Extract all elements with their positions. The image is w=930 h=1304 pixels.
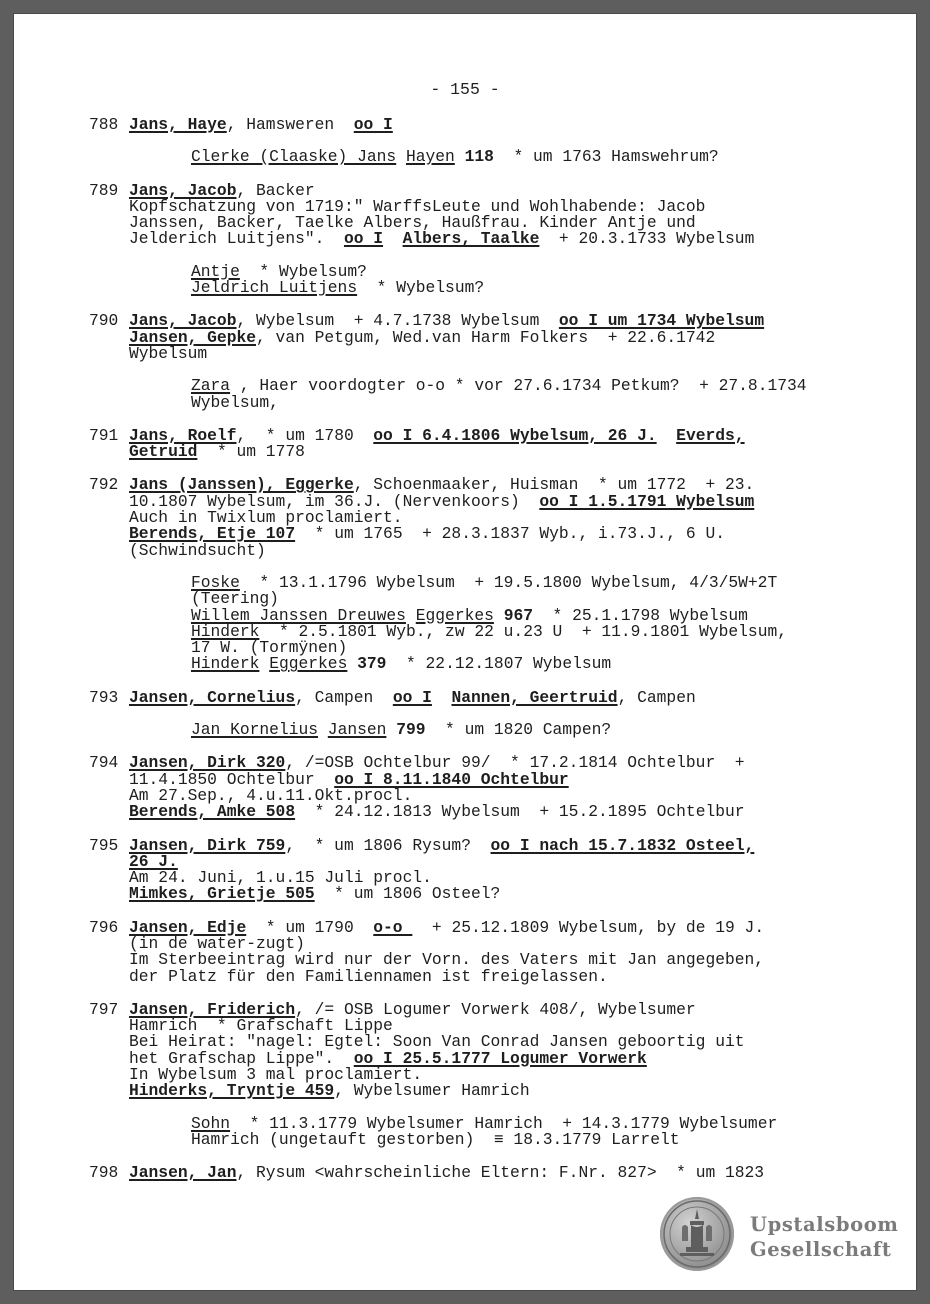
- text-line: [191, 392, 869, 412]
- text-line: [129, 1165, 869, 1181]
- text-segment: 10.1807 Wybelsum, im 36.J. (Nervenkoors): [129, 491, 540, 511]
- children-list: [191, 1113, 869, 1149]
- entry-number: 790: [89, 311, 119, 331]
- text-segment: Janssen, Backer, Taelke Albers, Haußfrau. Kinder Antje und: [129, 213, 696, 233]
- child-name: Jansen: [327, 720, 387, 740]
- child-name: Willem Janssen Dreuwes: [191, 605, 406, 625]
- person-name: Jansen, Dirk 759: [129, 835, 286, 855]
- text-line: [191, 149, 869, 165]
- person-name: Jansen, Gepke: [129, 327, 257, 347]
- text-segment: [396, 147, 406, 166]
- page-number: - 155 -: [430, 80, 500, 99]
- text-segment: * Wybelsum?: [357, 278, 485, 298]
- person-name: oo I 1.5.1791 Wybelsum: [539, 491, 755, 511]
- person-name: Mimkes, Grietje 505: [129, 884, 315, 904]
- entry-body: [129, 180, 869, 298]
- person-name: Hinderks, Tryntje 459: [129, 1081, 335, 1101]
- entry-body: [129, 999, 869, 1149]
- text-segment: (Schwindsucht): [129, 540, 266, 560]
- child-name: Hinderk: [191, 621, 260, 641]
- children-list: [191, 149, 869, 165]
- text-line: [129, 966, 869, 986]
- text-segment: , Hamsweren: [226, 115, 354, 134]
- person-name: oo I 6.4.1806 Wybelsum, 26 J.: [373, 425, 657, 445]
- person-name: 26 J.: [129, 851, 178, 871]
- text-segment: der Platz für den Familiennamen ist freigelassen.: [129, 966, 608, 986]
- children-list: [191, 261, 869, 298]
- text-line: [191, 280, 869, 296]
- text-segment: Jelderich Luitjens".: [129, 229, 344, 249]
- person-name: Berends, Amke 508: [129, 802, 296, 822]
- text-segment: , van Petgum, Wed.van Harm Folkers + 22.6.1742: [256, 327, 716, 347]
- text-segment: Auch in Twixlum proclamiert.: [129, 508, 403, 528]
- entry-body: [129, 687, 869, 740]
- text-segment: * um 1765 + 28.3.1837 Wyb., i.73.J., 6 U.: [295, 524, 726, 544]
- text-line: [129, 444, 869, 460]
- text-segment: * 22.12.1807 Wybelsum: [386, 654, 612, 674]
- text-segment: Kopfschatzung von 1719:" WarffsLeute und Wohlhabende: Jacob: [129, 196, 706, 216]
- text-segment: [386, 720, 396, 739]
- text-segment: [318, 720, 328, 739]
- entry-number: 788: [89, 115, 119, 134]
- person-name: Albers, Taalke: [402, 229, 540, 249]
- person-name: oo I 25.5.1777 Logumer Vorwerk: [353, 1048, 647, 1068]
- person-name: Jans (Janssen), Eggerke: [129, 475, 354, 495]
- child-name: Eggerkes: [269, 654, 348, 674]
- text-segment: (in de water-zugt): [129, 933, 305, 953]
- person-name: Jansen, Cornelius: [129, 687, 296, 707]
- text-line: [129, 343, 869, 363]
- entry-number: 791: [89, 425, 119, 445]
- entry-body: [129, 313, 869, 410]
- text-line: [191, 378, 869, 394]
- text-segment: + 25.12.1809 Wybelsum, by de 19 J.: [412, 917, 765, 937]
- text-segment: , Campen: [617, 687, 696, 707]
- genealogy-entry: [89, 117, 869, 166]
- text-segment: Hamrich (ungetauft gestorben) ≡ 18.3.1779 Larrelt: [191, 1129, 680, 1149]
- entry-number: 789: [89, 180, 119, 200]
- person-name: Jans, Haye: [129, 115, 227, 134]
- text-segment: Hamrich * Grafschaft Lippe: [129, 1016, 393, 1036]
- text-segment: [455, 147, 465, 166]
- text-segment: 11.4.1850 Ochtelbur: [129, 769, 335, 789]
- society-brand: [750, 1212, 916, 1262]
- children-list: [191, 378, 869, 411]
- child-name: Clerke (Claaske) Jans: [191, 147, 397, 167]
- entry-number: 794: [89, 753, 119, 773]
- genealogy-entry: [89, 917, 869, 986]
- entry-body: [129, 917, 869, 986]
- genealogy-entry: [89, 755, 869, 820]
- person-name: Nannen, Geertruid: [451, 687, 618, 707]
- person-name: Getruid: [129, 442, 198, 462]
- text-segment: Im Sterbeeintrag wird nur der Vorn. des Vaters mit Jan angegeben,: [129, 950, 765, 970]
- text-line: [129, 231, 869, 247]
- text-segment: Am 27.Sep., 4.u.11.Okt.procl.: [129, 785, 413, 805]
- text-segment: 799: [396, 720, 426, 740]
- text-segment: [432, 688, 452, 707]
- brand-line-2: Gesellschaft: [750, 1238, 892, 1261]
- child-name: Hayen: [405, 147, 455, 167]
- entry-body: [129, 117, 869, 166]
- text-line: [191, 722, 869, 738]
- genealogy-entry: [89, 180, 869, 298]
- child-name: Eggerkes: [415, 605, 494, 625]
- person-name: oo I nach 15.7.1832 Osteel,: [490, 835, 755, 855]
- text-segment: , /=OSB Ochtelbur 99/ * 17.2.1814 Ochtelbur +: [285, 753, 745, 773]
- text-segment: , Schoenmaaker, Huisman * um 1772 + 23.: [353, 475, 755, 495]
- entry-number: 795: [89, 835, 119, 855]
- text-segment: [259, 654, 269, 673]
- entry-body: [129, 835, 869, 904]
- genealogy-entry: [89, 1165, 869, 1181]
- text-segment: [657, 426, 677, 445]
- society-seal-logo: [660, 1197, 734, 1271]
- genealogy-entry: [89, 687, 869, 740]
- brand-line-1: Upstalsboom: [750, 1213, 899, 1236]
- text-line: [129, 327, 869, 347]
- text-segment: * 25.1.1798 Wybelsum: [533, 605, 748, 625]
- text-segment: , Haer voordogter o-o * vor 27.6.1734 Petkum? + 27.8.1734: [230, 376, 807, 396]
- text-segment: 967: [503, 605, 533, 625]
- text-segment: In Wybelsum 3 mal proclamiert.: [129, 1065, 423, 1085]
- text-line: [129, 117, 869, 133]
- text-segment: het Grafschap Lippe".: [129, 1048, 354, 1068]
- entry-number: 797: [89, 999, 119, 1019]
- person-name: oo I: [343, 229, 384, 249]
- text-segment: * 11.3.1779 Wybelsumer Hamrich + 14.3.1779 Wybelsumer: [230, 1113, 778, 1133]
- person-name: Jans, Roelf: [129, 425, 237, 445]
- text-segment: (Teering): [191, 589, 279, 609]
- person-name: oo I 8.11.1840 Ochtelbur: [334, 769, 569, 789]
- text-line: [129, 804, 869, 820]
- person-name: oo I: [392, 687, 432, 707]
- entry-number: 792: [89, 475, 119, 495]
- child-name: Jan Kornelius: [191, 720, 319, 740]
- text-segment: * um 1778: [197, 442, 305, 462]
- text-segment: Am 24. Juni, 1.u.15 Juli procl.: [129, 868, 432, 888]
- text-segment: * 24.12.1813 Wybelsum + 15.2.1895 Ochtelbur: [295, 802, 745, 822]
- text-segment: 118: [464, 147, 494, 167]
- text-segment: Wybelsum,: [191, 392, 279, 412]
- text-segment: + 20.3.1733 Wybelsum: [539, 229, 755, 249]
- text-segment: , Campen: [295, 687, 393, 707]
- entry-body: [129, 425, 869, 462]
- person-name: Berends, Etje 107: [129, 524, 296, 544]
- text-line: [129, 1083, 869, 1099]
- child-name: Hinderk: [191, 654, 260, 674]
- person-name: oo I: [353, 115, 393, 134]
- text-segment: , Rysum <wahrscheinliche Eltern: F.Nr. 827> * um 1823: [236, 1163, 765, 1183]
- person-name: Everds,: [676, 425, 745, 445]
- genealogy-entry: [89, 425, 869, 462]
- entry-number: 793: [89, 687, 119, 707]
- text-segment: [383, 229, 403, 248]
- text-segment: * 2.5.1801 Wyb., zw 22 u.23 U + 11.9.1801 Wybelsum,: [259, 621, 788, 641]
- children-list: [191, 722, 869, 738]
- person-name: Jansen, Edje: [129, 917, 247, 937]
- text-segment: , /= OSB Logumer Vorwerk 408/, Wybelsumer: [295, 999, 696, 1019]
- person-name: Jansen, Dirk 320: [129, 753, 286, 773]
- text-line: [191, 656, 869, 672]
- child-name: Jeldrich Luitjens: [191, 278, 358, 298]
- genealogy-entry: [89, 835, 869, 904]
- child-name: Sohn: [191, 1113, 231, 1133]
- text-line: [129, 687, 869, 707]
- text-segment: Bei Heirat: "nagel: Egtel: Soon Van Conrad Jansen geboortig uit: [129, 1032, 745, 1052]
- person-name: Jans, Jacob: [129, 311, 237, 331]
- children-list: [191, 572, 869, 674]
- person-name: oo I um 1734 Wybelsum: [558, 311, 765, 331]
- text-segment: * um 1820 Campen?: [425, 720, 612, 740]
- text-segment: , Backer: [236, 180, 315, 200]
- entry-number: 796: [89, 917, 119, 937]
- person-name: Jans, Jacob: [129, 180, 237, 200]
- text-segment: Wybelsum: [129, 343, 208, 363]
- entry-body: [129, 1165, 869, 1181]
- person-name: Jansen, Friderich: [129, 999, 296, 1019]
- genealogy-entry: [89, 999, 869, 1149]
- document-page: [14, 14, 916, 1290]
- text-line: [129, 835, 869, 855]
- text-segment: 379: [357, 654, 387, 674]
- text-segment: * 13.1.1796 Wybelsum + 19.5.1800 Wybelsum, 4/3/5W+2T: [239, 572, 778, 592]
- person-name: o-o: [373, 917, 413, 937]
- child-name: Zara: [191, 376, 231, 396]
- text-segment: * um 1790: [246, 917, 374, 937]
- child-name: Antje: [191, 261, 240, 281]
- text-segment: , Wybelsumer Hamrich: [334, 1081, 530, 1101]
- text-segment: * Wybelsum?: [239, 261, 367, 281]
- text-segment: 17 W. (Tormÿnen): [191, 638, 348, 658]
- text-segment: * um 1806 Osteel?: [314, 884, 501, 904]
- genealogy-entry: [89, 313, 869, 410]
- entry-body: [129, 477, 869, 672]
- text-line: [191, 572, 869, 592]
- text-segment: , * um 1780: [236, 425, 374, 445]
- text-segment: , * um 1806 Rysum?: [285, 835, 491, 855]
- text-segment: * um 1763 Hamswehrum?: [493, 147, 719, 167]
- child-name: Foske: [191, 572, 240, 592]
- text-line: [191, 1129, 869, 1149]
- entry-list: [89, 117, 869, 1199]
- text-segment: , Wybelsum + 4.7.1738 Wybelsum: [236, 311, 559, 331]
- text-segment: [347, 654, 357, 673]
- person-name: Jansen, Jan: [129, 1163, 237, 1183]
- entry-body: [129, 755, 869, 820]
- text-line: [129, 540, 869, 560]
- entry-number: 798: [89, 1163, 119, 1183]
- genealogy-entry: [89, 477, 869, 672]
- text-line: [129, 886, 869, 902]
